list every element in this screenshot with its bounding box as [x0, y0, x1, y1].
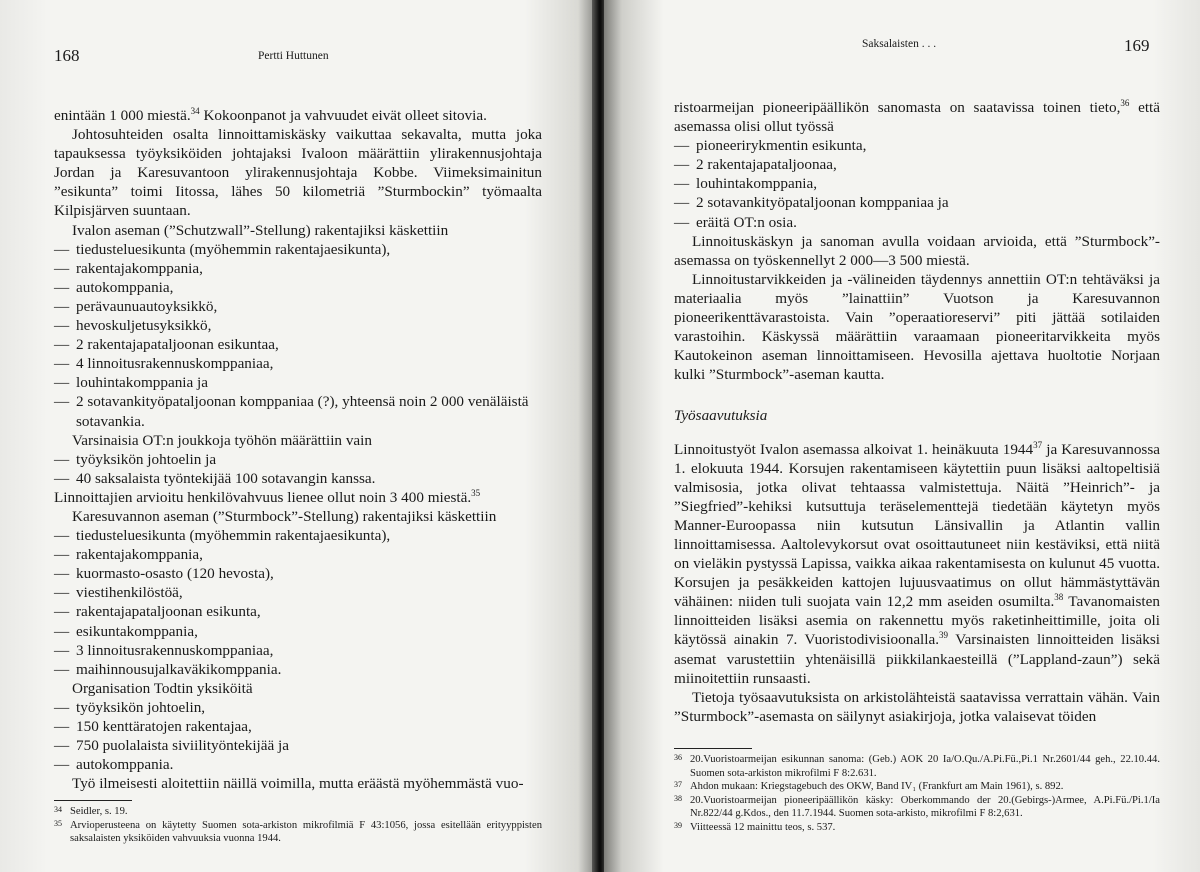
left-footnotes: [54, 800, 542, 846]
footnote-number: 39: [674, 820, 682, 830]
paragraph-text: Linnoitustarvikkeiden ja -välineiden täydennys annettiin OT:n tehtäväksi ja materiaalia myös ”lainattiin” Vuotson ja Karesuvannon pioneerikenttävarastoista. Vain ”operaatioreservi” piti jättää sotilaiden varastoihin. Käskyssä määrättiin varaamaan pioneeritarvikkeita myös Kautokeinon aseman linnoittamiseen. Hevosilla ajettava huoltotie Norjaan kulki ”Sturmbock”-aseman kautta.: [674, 270, 1160, 384]
list-dash: —: [674, 156, 690, 174]
list-dash: —: [54, 336, 70, 354]
footnote: [674, 753, 1160, 780]
list-item: [54, 259, 542, 278]
list-item: [54, 736, 542, 755]
paragraph: [674, 98, 1160, 136]
list-item: [674, 213, 1160, 232]
paragraph-text: että asemassa olisi ollut työssä: [674, 99, 1161, 136]
list-item: [54, 545, 542, 564]
footnote-reference: 39: [939, 630, 949, 641]
paragraph-text: Linnoitustyöt Ivalon asemassa alkoivat 1. heinäkuuta 1944: [674, 440, 1034, 458]
list-dash: —: [54, 355, 70, 373]
list-dash: —: [674, 137, 690, 155]
footnote: [674, 794, 1160, 821]
list-item-text: perävaunuautoyksikkö,: [76, 297, 218, 315]
list-item-text: eräitä OT:n osia.: [696, 213, 797, 231]
list-dash: —: [54, 603, 70, 621]
paragraph: [674, 688, 1160, 726]
paragraph-text: Organisation Todtin yksiköitä: [72, 679, 253, 697]
footnote-reference: 38: [1054, 592, 1064, 603]
paragraph-text: enintään 1 000 miestä.: [54, 107, 191, 124]
footnote-reference: 34: [190, 105, 200, 116]
list-item-text: 2 sotavankityöpataljoonan komppaniaa (?), yhteensä noin 2 000 venäläistä sotavankia.: [76, 393, 529, 430]
left-body-text: [54, 106, 542, 793]
list-dash: —: [674, 175, 690, 193]
right-page-number: 169: [1124, 36, 1150, 55]
paragraph-text: Karesuvannon aseman (”Sturmbock”-Stellung) rakentajiksi käskettiin: [72, 507, 497, 525]
footnote-reference: 37: [1033, 439, 1043, 450]
paragraph-text: ristoarmeijan pioneeripäällikön sanomasta on saatavissa toinen tieto,: [674, 99, 1121, 116]
list-item-text: 40 saksalaista työntekijää 100 sotavangin kanssa.: [76, 469, 376, 487]
list-item-text: 2 rakentajapataljoonaa,: [696, 156, 837, 174]
list-dash: —: [54, 584, 70, 602]
list-item-text: 750 puolalaista siviilityöntekijää ja: [76, 737, 290, 755]
footnote-number: 37: [674, 780, 682, 790]
footnote-number: 36: [674, 753, 682, 762]
paragraph: [674, 440, 1160, 688]
list-item: [54, 278, 542, 297]
footnote-reference: 35: [471, 487, 481, 498]
list-dash: —: [54, 641, 70, 659]
right-page: [604, 0, 1200, 872]
paragraph-text: Tavanomaisten linnoitteiden lisäksi asemia on rakennettu myös raketinheittimille, joita oli käytössä ainakin 7. Vuoristodivisioonalla.: [674, 593, 1160, 649]
list-item: [674, 193, 1160, 212]
list-item: [54, 392, 542, 430]
list-item-text: tiedusteluesikunta (myöhemmin rakentajaesikunta),: [76, 527, 391, 545]
list-item-text: rakentajakomppania,: [76, 546, 203, 564]
list-dash: —: [54, 469, 70, 487]
list-item-text: rakentajapataljoonan esikunta,: [76, 603, 261, 621]
paragraph-text: Työ ilmeisesti aloitettiin näillä voimilla, mutta eräästä myöhemmästä vuo-: [72, 775, 524, 793]
list-dash: —: [54, 756, 70, 774]
footnote: [674, 821, 1160, 835]
list-item: [674, 174, 1160, 193]
paragraph-text: Varsinaisten linnoitteiden lisäksi asemat varustettiin yhtenäisillä piikkilankaesteillä (”Lappland-zaun”) sekä miinoitettiin runsaasti.: [674, 631, 1160, 687]
list-item-text: autokomppania,: [76, 278, 174, 296]
paragraph: [54, 774, 542, 793]
right-body-text: [674, 98, 1160, 726]
list-item-text: maihinnousujalkaväkikomppania.: [76, 660, 282, 678]
list-item: [54, 297, 542, 316]
paragraph-text: ja Karesuvannossa 1. elokuuta 1944. Korsujen rakentamiseen käytettiin puun lisäksi aaltopeltisiä valmisosia, jotka olivat tehtaassa valmistettuja. Näitä ”Heinrich”- ja ”Siegfried”-kehiksi kutsuttuja teräselementtejä tiedetään käytetyn myös Manner-Euroopassa niin kutsutun Länsivallin ja Atlantin vallin linnoittamisessa. Aaltolevykorsut ovat osoittautuneet niin kestäviksi, että niitä on vieläkin pystyssä Lapissa, vaikka aikaa rakentamisesta on kulunut 45 vuotta. Korsujen ja pesäkkeiden kattojen lujuusvaatimus on ollut hämmästyttävän vähäinen: niiden tuli suojata vain 12,2 mm aseiden osumilta.: [674, 440, 1160, 611]
paragraph: [674, 270, 1160, 385]
list-item: [54, 564, 542, 583]
list-item-text: työyksikön johtoelin ja: [76, 450, 217, 468]
footnote-number: 38: [674, 793, 682, 803]
list-dash: —: [54, 450, 70, 468]
list-item: [54, 717, 542, 736]
left-page-number: 168: [54, 46, 80, 65]
paragraph-text: Linnoittajien arvioitu henkilövahvuus lienee ollut noin 3 400 miestä.: [54, 488, 472, 506]
paragraph: [54, 431, 542, 450]
footnote-text: Seidler, s. 19.: [70, 806, 128, 817]
list-item-text: hevoskuljetusyksikkö,: [76, 317, 212, 335]
list-item-text: työyksikön johtoelin,: [76, 698, 206, 716]
list-item: [54, 641, 542, 660]
paragraph: [54, 507, 542, 526]
list-item-text: viestihenkilöstöä,: [76, 584, 183, 602]
list-item: [54, 240, 542, 259]
list-item: [54, 583, 542, 602]
footnote: [54, 819, 542, 846]
list-item: [54, 316, 542, 335]
footnote-text: 20.Vuoristoarmeijan pioneeripäällikön käsky: Oberkommando der 20.(Gebirgs-)Armee, A.Pi.Fü./Pi.1/Ia Nr.822/44 g.Kdos., den 11.7.1944. Suomen sota-arkisto, mikrofilmi F 8:2,631.: [690, 794, 1160, 820]
paragraph-text: Tietoja työsaavutuksista on arkistolähteistä saatavissa verrattain vähän. Vain ”Sturmbock”-asemasta on säilynyt asiakirjoja, jotka valaisevat töiden: [674, 688, 1160, 725]
footnote-rule: [674, 748, 752, 749]
list-dash: —: [54, 527, 70, 545]
paragraph-text: Kokoonpanot ja vahvuudet eivät olleet sitovia.: [199, 107, 487, 124]
footnote-text: 20.Vuoristoarmeijan esikunnan sanoma: (Geb.) AOK 20 Ia/O.Qu./A.Pi.Fü.,Pi.1 Nr.2601/44 geh., 22.10.44. Suomen sota-arkiston mikrofilmi F 8:2.631.: [690, 754, 1160, 779]
list-dash: —: [54, 622, 70, 640]
paragraph: [54, 488, 542, 507]
list-dash: —: [54, 374, 70, 392]
footnote-reference: 36: [1120, 97, 1130, 108]
list-item: [54, 602, 542, 621]
list-item-text: autokomppania.: [76, 756, 174, 774]
list-item-text: 2 sotavankityöpataljoonan komppaniaa ja: [696, 194, 949, 212]
list-item: [54, 469, 542, 488]
paragraph: [674, 232, 1160, 270]
list-dash: —: [54, 393, 70, 411]
paragraph: [54, 679, 542, 698]
list-item-text: kuormasto-osasto (120 hevosta),: [76, 565, 274, 583]
list-dash: —: [54, 317, 70, 335]
list-item: [54, 660, 542, 679]
list-item: [54, 450, 542, 469]
footnote-text: Viitteessä 12 mainittu teos, s. 537.: [690, 821, 836, 833]
list-item: [54, 373, 542, 392]
list-item: [54, 354, 542, 373]
list-item: [54, 698, 542, 717]
list-dash: —: [54, 546, 70, 564]
paragraph: [54, 221, 542, 240]
footnote-number: 34: [54, 805, 62, 814]
footnote-rule: [54, 800, 132, 801]
list-item-text: esikuntakomppania,: [76, 622, 198, 640]
section-heading: Työsaavutuksia: [674, 407, 768, 425]
right-running-head: Saksalaisten . . .: [862, 38, 937, 50]
list-item-text: 3 linnoitusrakennuskomppaniaa,: [76, 641, 274, 659]
footnote: [674, 780, 1160, 794]
list-dash: —: [674, 213, 690, 231]
paragraph-text: Varsinaisia OT:n joukkoja työhön määrättiin vain: [72, 431, 372, 449]
list-dash: —: [54, 259, 70, 277]
list-dash: —: [54, 660, 70, 678]
list-item-text: louhintakomppania,: [696, 175, 818, 193]
list-dash: —: [54, 297, 70, 315]
footnote-text: Arvioperusteena on käytetty Suomen sota-arkiston mikrofilmiä F 43:1056, jossa esitellään erityyppisten saksalaisten yksiköiden vahvuuksia vuonna 1944.: [70, 819, 542, 845]
list-item: [674, 155, 1160, 174]
list-item-text: louhintakomppania ja: [76, 374, 209, 392]
footnote-text: Ahdon mukaan: Kriegstagebuch des OKW, Band IV₁ (Frankfurt am Main 1961), s. 892.: [690, 781, 1064, 793]
list-item: [674, 136, 1160, 155]
left-page: [0, 0, 596, 872]
list-item-text: tiedusteluesikunta (myöhemmin rakentajaesikunta),: [76, 240, 391, 258]
paragraph-text: Ivalon aseman (”Schutzwall”-Stellung) rakentajiksi käskettiin: [72, 221, 449, 239]
footnote-number: 35: [54, 818, 62, 828]
list-dash: —: [54, 565, 70, 583]
paragraph: [54, 125, 542, 220]
paragraph-text: Johtosuhteiden osalta linnoittamiskäsky vaikuttaa sekavalta, mutta joka tapauksessa työyksiköiden johtajaksi Ivaloon määrättiin ylirakennusjohtaja Jordan ja Karesuvantoon ylirakennusjohtaja Kobbe. Viimeksimainitun ”esikunta” toimi Iitossa, lähes 50 kilometriä ”Sturmbockin” työmaalta Kilpisjärven suuntaan.: [54, 126, 542, 220]
list-dash: —: [54, 718, 70, 735]
paragraph: [54, 106, 542, 125]
right-footnotes: [674, 748, 1160, 835]
footnote: [54, 805, 542, 819]
list-item-text: 4 linnoitusrakennuskomppaniaa,: [76, 355, 274, 373]
list-item-text: pioneerirykmentin esikunta,: [696, 137, 867, 155]
list-item-text: 2 rakentajapataljoonan esikuntaa,: [76, 336, 279, 354]
list-item: [54, 622, 542, 641]
list-dash: —: [54, 698, 70, 716]
list-item-text: rakentajakomppania,: [76, 259, 203, 277]
list-dash: —: [54, 278, 70, 296]
paragraph-text: Linnoituskäskyn ja sanoman avulla voidaan arvioida, että ”Sturmbock”-asemassa on työskennellyt 2 000—3 500 miestä.: [674, 232, 1160, 269]
list-dash: —: [54, 737, 70, 755]
list-item: [54, 526, 542, 545]
list-dash: —: [674, 194, 690, 212]
list-item-text: 150 kenttäratojen rakentajaa,: [76, 718, 252, 735]
list-dash: —: [54, 240, 70, 258]
list-item: [54, 335, 542, 354]
left-running-head: Pertti Huttunen: [258, 50, 329, 62]
list-item: [54, 755, 542, 774]
